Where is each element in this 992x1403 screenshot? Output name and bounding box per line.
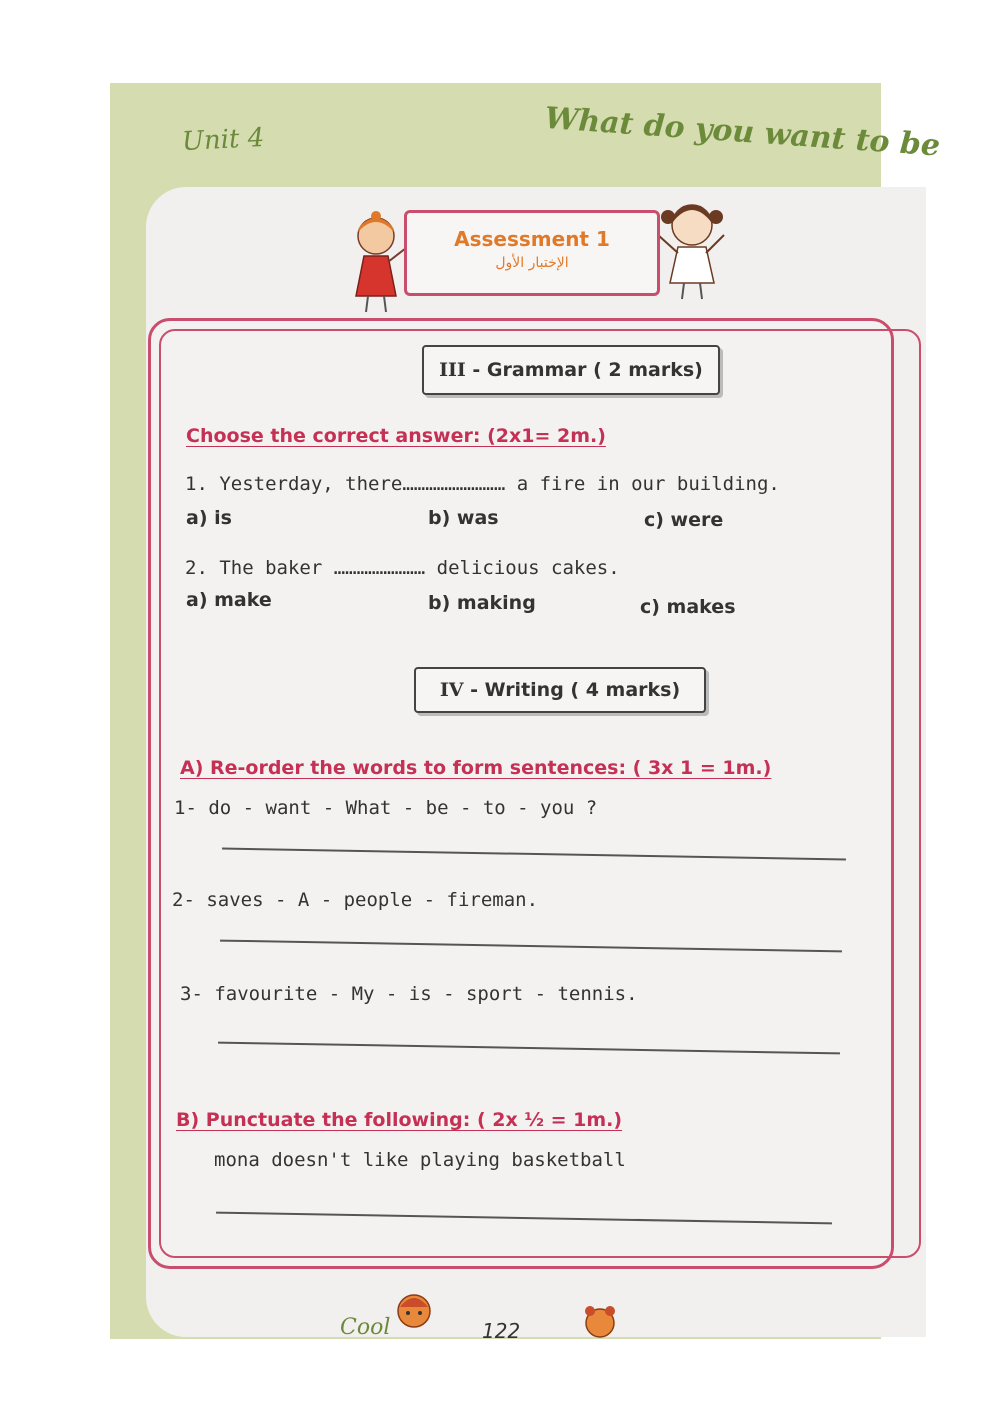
q1-option-a: a) is [186,507,232,529]
unit-label: Unit 4 [181,122,265,158]
grammar-heading-text: - Grammar ( 2 marks) [465,359,703,381]
reorder-instruction: A) Re-order the words to form sentences: ( 3x 1 = 1m.) [180,757,772,779]
girl-right-illustration [652,195,732,305]
grammar-instruction: Choose the correct answer: (2x1= 2m.) [186,425,606,447]
q2-option-c: c) makes [640,596,736,618]
page-number: 122 [482,1319,521,1343]
boy-mascot-icon [392,1289,436,1339]
q2-option-b: b) making [428,592,536,614]
grammar-heading-roman: III [439,359,466,381]
q1-option-b: b) was [428,507,499,529]
writing-heading-text: - Writing ( 4 marks) [463,679,681,701]
reorder-item-1: 1- do - want - What - be - to - you ? [174,797,598,819]
girl-left-illustration [348,208,408,318]
assessment-subtitle: الإختبار الأول [495,255,569,271]
assessment-title-box [404,210,660,296]
punctuate-instruction: B) Punctuate the following: ( 2x ½ = 1m.) [176,1109,623,1131]
q2-option-a: a) make [186,589,272,611]
book-page-photo [110,83,942,1343]
punctuate-sentence: mona doesn't like playing basketball [214,1149,626,1171]
unit-title: What do you want to be [543,101,942,164]
question-1: 1. Yesterday, there……………………… a fire in our building. [185,473,780,495]
assessment-title: Assessment 1 [454,227,610,251]
grammar-heading [422,345,720,395]
girl-mascot-icon [578,1303,622,1339]
question-2: 2. The baker …………………… delicious cakes. [185,557,620,579]
q1-option-c: c) were [644,509,724,531]
writing-heading-roman: IV [439,679,464,701]
reorder-item-3: 3- favourite - My - is - sport - tennis. [180,983,638,1005]
writing-heading [414,667,706,713]
reorder-item-2: 2- saves - A - people - fireman. [172,889,539,911]
footer-brand: Cool [340,1315,391,1340]
